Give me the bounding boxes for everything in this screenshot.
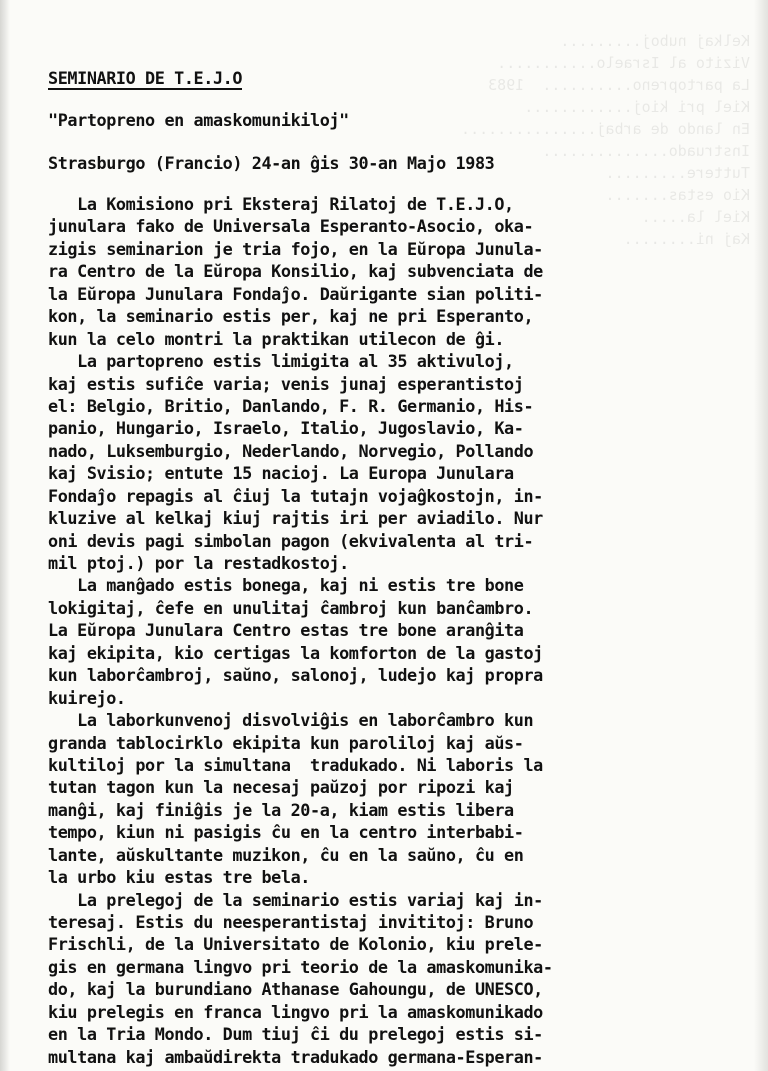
body-text-line: kun la celo montri la praktikan utilecon de ĝi. [48, 328, 505, 349]
body-text-line: kaj Svisio; entute 15 nacioj. La Europa Junulara [48, 463, 514, 484]
body-text-line: kiu prelegis en franca lingvo pri la amaskomunikado [48, 1001, 543, 1022]
body-text-line: kon, la seminario estis per, kaj ne pri Esperanto, [48, 306, 534, 327]
body-text-line: La manĝado estis bonega, kaj ni estis tre bone [48, 575, 524, 596]
body-text-line: kluzive al kelkaj kiuj rajtis iri per aviadilo. Nur [48, 508, 543, 529]
body-text-line: panio, Hungario, Israelo, Italio, Jugoslavio, Ka- [48, 418, 524, 439]
body-text-line: La laborkunvenoj disvolviĝis en laborĉambro kun [48, 710, 534, 731]
document-heading: SEMINARIO DE T.E.J.O [48, 68, 243, 88]
document-dateline: Strasburgo (Francio) 24-an ĝis 30-an Majo 1983 [48, 153, 495, 173]
body-text-line: kuirejo. [48, 687, 126, 708]
body-text-line: kun laborĉambroj, saŭno, salonoj, ludejo kaj propra [48, 665, 543, 686]
body-text-line: La prelegoj de la seminario estis variaj kaj in- [48, 889, 543, 910]
body-text-line: ra Centro de la Eŭropa Konsilio, kaj subvenciata de [48, 261, 543, 282]
body-text-line: la urbo kiu estas tre bela. [48, 867, 310, 888]
body-text-line: tempo, kiun ni pasigis ĉu en la centro interbabi- [48, 822, 524, 843]
body-text-line: teresaj. Estis du neesperantistaj invititoj: Bruno [48, 912, 534, 932]
body-text-line: lokigitaj, ĉefe en unulitaj ĉambroj kun banĉambro. [48, 597, 534, 618]
document-subtitle: "Partopreno en amaskomunikiloj" [48, 110, 349, 130]
body-text-line: multana kaj ambaŭdirekta tradukado germana-Esperan- [48, 1046, 543, 1067]
document-body [48, 193, 720, 1068]
body-text-line: La Komisiono pri Eksteraj Rilatoj de T.E.J.O, [48, 194, 514, 214]
body-text-line: La Eŭropa Junulara Centro estas tre bone aranĝita [48, 620, 524, 641]
body-text-line: kaj ekipita, kio certigas la komforton de la gastoj [48, 642, 543, 663]
body-text-line: Fondaĵo repagis al ĉiuj la tutajn vojaĝkostojn, in- [48, 485, 543, 506]
page-shadow-right [754, 0, 768, 1071]
body-text-line: do, kaj la burundiano Athanase Gahoungu, de UNESCO, [48, 979, 543, 1000]
body-text-line: kaj estis sufiĉe varia; venis junaj esperantistoj [48, 373, 524, 394]
body-text-line: mil ptoj.) por la restadkostoj. [48, 553, 349, 573]
body-text-line: La partopreno estis limigita al 35 aktivuloj, [48, 351, 514, 372]
body-text-line: junulara fako de Universala Esperanto-Asocio, oka- [48, 216, 534, 237]
body-text-line: gis en germana lingvo pri teorio de la amaskomunika- [48, 956, 553, 977]
body-text-line: manĝi, kaj finiĝis je la 20-a, kiam estis libera [48, 799, 514, 820]
body-text-line: el: Belgio, Britio, Danlando, F. R. Germanio, His- [48, 395, 534, 416]
body-text-line: granda tablocirklo ekipita kun paroliloj kaj aŭs- [48, 732, 524, 753]
body-text-line: tutan tagon kun la necesaj paŭzoj por ripozi kaj [48, 777, 514, 798]
document-text [48, 68, 720, 1068]
body-text-line: oni devis pagi simbolan pagon (ekvivalenta al tri- [48, 530, 534, 551]
body-text-line: la Eŭropa Junulara Fondaĵo. Daŭrigante sian politi- [48, 283, 543, 304]
page-shadow-left [0, 0, 10, 1071]
body-text-line: Frischli, de la Universitato de Kolonio, kiu prele- [48, 934, 543, 955]
body-text-line: en la Tria Mondo. Dum tiuj ĉi du prelegoj estis si- [48, 1024, 543, 1045]
body-text-line: lante, aŭskultante muzikon, ĉu en la saŭno, ĉu en [48, 844, 524, 865]
body-text-line: nado, Luksemburgio, Nederlando, Norvegio, Pollando [48, 440, 534, 461]
body-text-line: zigis seminarion je tria fojo, en la Eŭropa Junula- [48, 238, 543, 259]
body-text-line: kultiloj por la simultana tradukado. Ni laboris la [48, 754, 543, 775]
reverse-side-bleed-through: Kelkaj nuboj......... Vizito al Israelo........... La partopreno.......... 1983 Kiel pri kioj............ En lando de arbaj............... Instruado.............. Tuttere......... Kio estas....... Kiel la..... Kaj ni........ [461, 32, 750, 248]
